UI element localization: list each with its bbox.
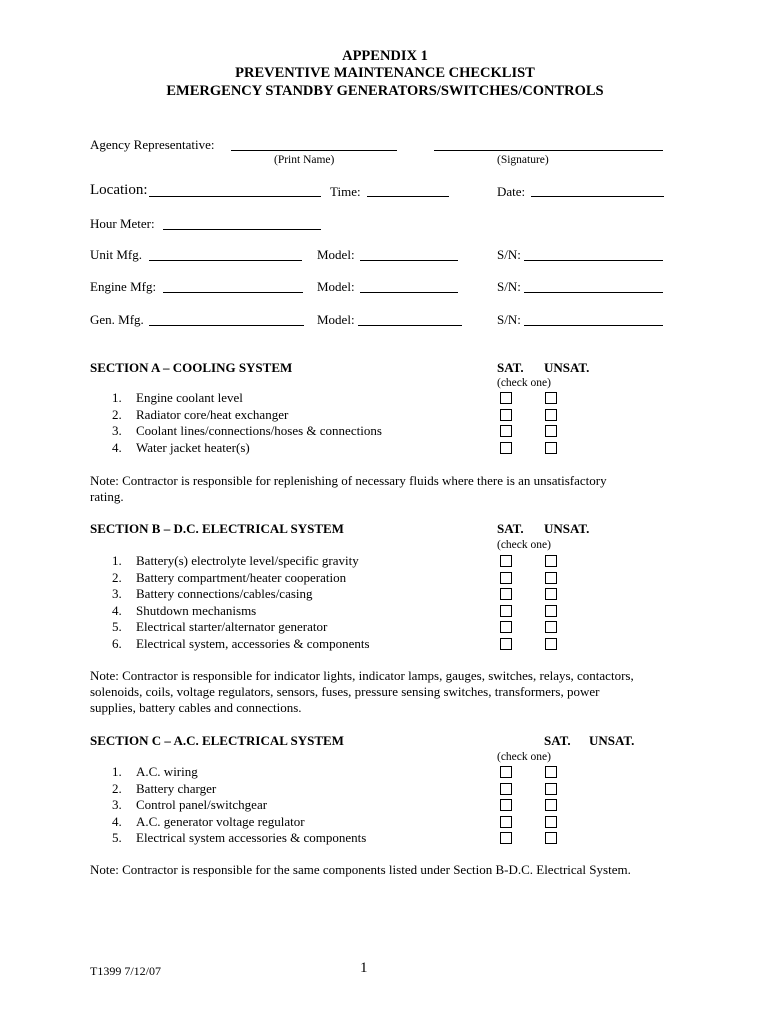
- appendix-title: APPENDIX 1: [342, 48, 428, 64]
- sat-checkbox[interactable]: [500, 783, 512, 795]
- item-number: 3.: [112, 586, 122, 601]
- sat-checkbox[interactable]: [500, 409, 512, 421]
- sat-checkbox[interactable]: [500, 638, 512, 650]
- section-c-heading: SECTION C – A.C. ELECTRICAL SYSTEM: [90, 733, 344, 748]
- sat-checkbox[interactable]: [500, 555, 512, 567]
- checklist-item-label: Engine coolant level: [136, 390, 243, 405]
- document-id: T1399 7/12/07: [90, 964, 161, 978]
- section-b-note-line3: supplies, battery cables and connections.: [90, 700, 302, 715]
- signature-caption: (Signature): [497, 154, 549, 166]
- checklist-item-label: Shutdown mechanisms: [136, 602, 257, 618]
- section-c-sat-header: SAT.: [544, 733, 571, 748]
- item-number: 4.: [112, 813, 122, 829]
- unsat-checkbox[interactable]: [545, 588, 557, 600]
- location-field[interactable]: [149, 196, 321, 197]
- unsat-checkbox[interactable]: [545, 799, 557, 811]
- page-number: 1: [360, 960, 368, 976]
- item-number: 4.: [112, 439, 122, 455]
- item-number: 5.: [112, 830, 122, 845]
- engine-mfg-field[interactable]: [163, 292, 303, 293]
- unsat-checkbox[interactable]: [545, 783, 557, 795]
- section-a-unsat-header: UNSAT.: [544, 360, 590, 375]
- date-field[interactable]: [531, 196, 664, 197]
- sat-checkbox[interactable]: [500, 816, 512, 828]
- unsat-checkbox[interactable]: [545, 816, 557, 828]
- checklist-item-label: Control panel/switchgear: [136, 797, 268, 812]
- hour-meter-field[interactable]: [163, 229, 321, 230]
- checklist-item-label: Electrical system accessories & components: [136, 830, 367, 845]
- print-name-field[interactable]: [231, 150, 397, 151]
- agency-representative-label: Agency Representative:: [90, 137, 215, 152]
- checklist-item-label: Battery(s) electrolyte level/specific gravity: [136, 553, 359, 568]
- checklist-item-label: Electrical starter/alternator generator: [136, 619, 328, 634]
- section-c-note: Note: Contractor is responsible for the same components listed under Section B-D.C. Electrical System.: [90, 862, 631, 877]
- sat-checkbox[interactable]: [500, 392, 512, 404]
- sat-checkbox[interactable]: [500, 799, 512, 811]
- checklist-item-label: A.C. generator voltage regulator: [136, 813, 305, 829]
- engine-model-label: Model:: [317, 279, 355, 294]
- gen-sn-label: S/N:: [497, 312, 521, 327]
- section-b-check-one: (check one): [497, 539, 551, 551]
- checklist-item-label: Battery connections/cables/casing: [136, 586, 313, 601]
- gen-mfg-label: Gen. Mfg.: [90, 312, 144, 327]
- item-number: 4.: [112, 602, 122, 618]
- item-number: 2.: [112, 569, 122, 585]
- engine-sn-label: S/N:: [497, 279, 521, 294]
- section-c-unsat-header: UNSAT.: [589, 733, 635, 748]
- checklist-item-label: Battery compartment/heater cooperation: [136, 569, 347, 585]
- checklist-item-label: Battery charger: [136, 780, 217, 796]
- item-number: 5.: [112, 619, 122, 634]
- date-label: Date:: [497, 184, 526, 199]
- time-label: Time:: [330, 184, 361, 199]
- unsat-checkbox[interactable]: [545, 638, 557, 650]
- gen-model-label: Model:: [317, 312, 355, 327]
- time-field[interactable]: [367, 196, 449, 197]
- unit-model-field[interactable]: [360, 260, 458, 261]
- unit-sn-field[interactable]: [524, 260, 663, 261]
- unsat-checkbox[interactable]: [545, 555, 557, 567]
- section-a-sat-header: SAT.: [497, 360, 524, 375]
- print-name-caption: (Print Name): [274, 154, 335, 166]
- unsat-checkbox[interactable]: [545, 621, 557, 633]
- hour-meter-label: Hour Meter:: [90, 216, 155, 231]
- engine-mfg-label: Engine Mfg:: [90, 279, 157, 294]
- section-a-note-line1: Note: Contractor is responsible for replenishing of necessary fluids where there is an unsatisfactory: [90, 473, 607, 488]
- sat-checkbox[interactable]: [500, 766, 512, 778]
- item-number: 1.: [112, 553, 122, 568]
- item-number: 1.: [112, 390, 122, 405]
- unsat-checkbox[interactable]: [545, 832, 557, 844]
- item-number: 3.: [112, 423, 122, 438]
- section-a-note-line2: rating.: [90, 489, 124, 504]
- sat-checkbox[interactable]: [500, 588, 512, 600]
- sat-checkbox[interactable]: [500, 442, 512, 454]
- unsat-checkbox[interactable]: [545, 409, 557, 421]
- unit-mfg-label: Unit Mfg.: [90, 247, 142, 262]
- unit-mfg-field[interactable]: [149, 260, 302, 261]
- unsat-checkbox[interactable]: [545, 442, 557, 454]
- section-b-unsat-header: UNSAT.: [544, 521, 590, 536]
- item-number: 2.: [112, 406, 122, 422]
- unit-model-label: Model:: [317, 247, 355, 262]
- location-label: Location:: [90, 182, 148, 198]
- sat-checkbox[interactable]: [500, 621, 512, 633]
- signature-field[interactable]: [434, 150, 663, 151]
- sat-checkbox[interactable]: [500, 425, 512, 437]
- sat-checkbox[interactable]: [500, 572, 512, 584]
- section-b-sat-header: SAT.: [497, 521, 524, 536]
- item-number: 6.: [112, 635, 122, 651]
- engine-sn-field[interactable]: [524, 292, 663, 293]
- gen-mfg-field[interactable]: [149, 325, 304, 326]
- section-a-check-one: (check one): [497, 377, 551, 389]
- section-a-heading: SECTION A – COOLING SYSTEM: [90, 360, 293, 375]
- unsat-checkbox[interactable]: [545, 572, 557, 584]
- unit-sn-label: S/N:: [497, 247, 521, 262]
- gen-sn-field[interactable]: [524, 325, 663, 326]
- checklist-item-label: A.C. wiring: [136, 764, 198, 779]
- sat-checkbox[interactable]: [500, 605, 512, 617]
- sat-checkbox[interactable]: [500, 832, 512, 844]
- checklist-title: PREVENTIVE MAINTENANCE CHECKLIST: [235, 65, 535, 81]
- subject-title: EMERGENCY STANDBY GENERATORS/SWITCHES/CONTROLS: [166, 83, 604, 99]
- checklist-item-label: Coolant lines/connections/hoses & connections: [136, 423, 382, 438]
- item-number: 2.: [112, 780, 122, 796]
- unsat-checkbox[interactable]: [545, 605, 557, 617]
- unsat-checkbox[interactable]: [545, 425, 557, 437]
- gen-model-field[interactable]: [358, 325, 462, 326]
- unsat-checkbox[interactable]: [545, 392, 557, 404]
- item-number: 1.: [112, 764, 122, 779]
- engine-model-field[interactable]: [360, 292, 458, 293]
- section-b-note-line1: Note: Contractor is responsible for indicator lights, indicator lamps, gauges, switches, relays, contactors,: [90, 668, 634, 683]
- unsat-checkbox[interactable]: [545, 766, 557, 778]
- checklist-item-label: Electrical system, accessories & components: [136, 635, 370, 651]
- checklist-item-label: Radiator core/heat exchanger: [136, 406, 289, 422]
- checklist-item-label: Water jacket heater(s): [136, 439, 250, 455]
- section-b-heading: SECTION B – D.C. ELECTRICAL SYSTEM: [90, 521, 344, 536]
- section-c-check-one: (check one): [497, 751, 551, 763]
- item-number: 3.: [112, 797, 122, 812]
- section-b-note-line2: solenoids, coils, voltage regulators, sensors, fuses, pressure sensing switches, transformers, power: [90, 684, 600, 699]
